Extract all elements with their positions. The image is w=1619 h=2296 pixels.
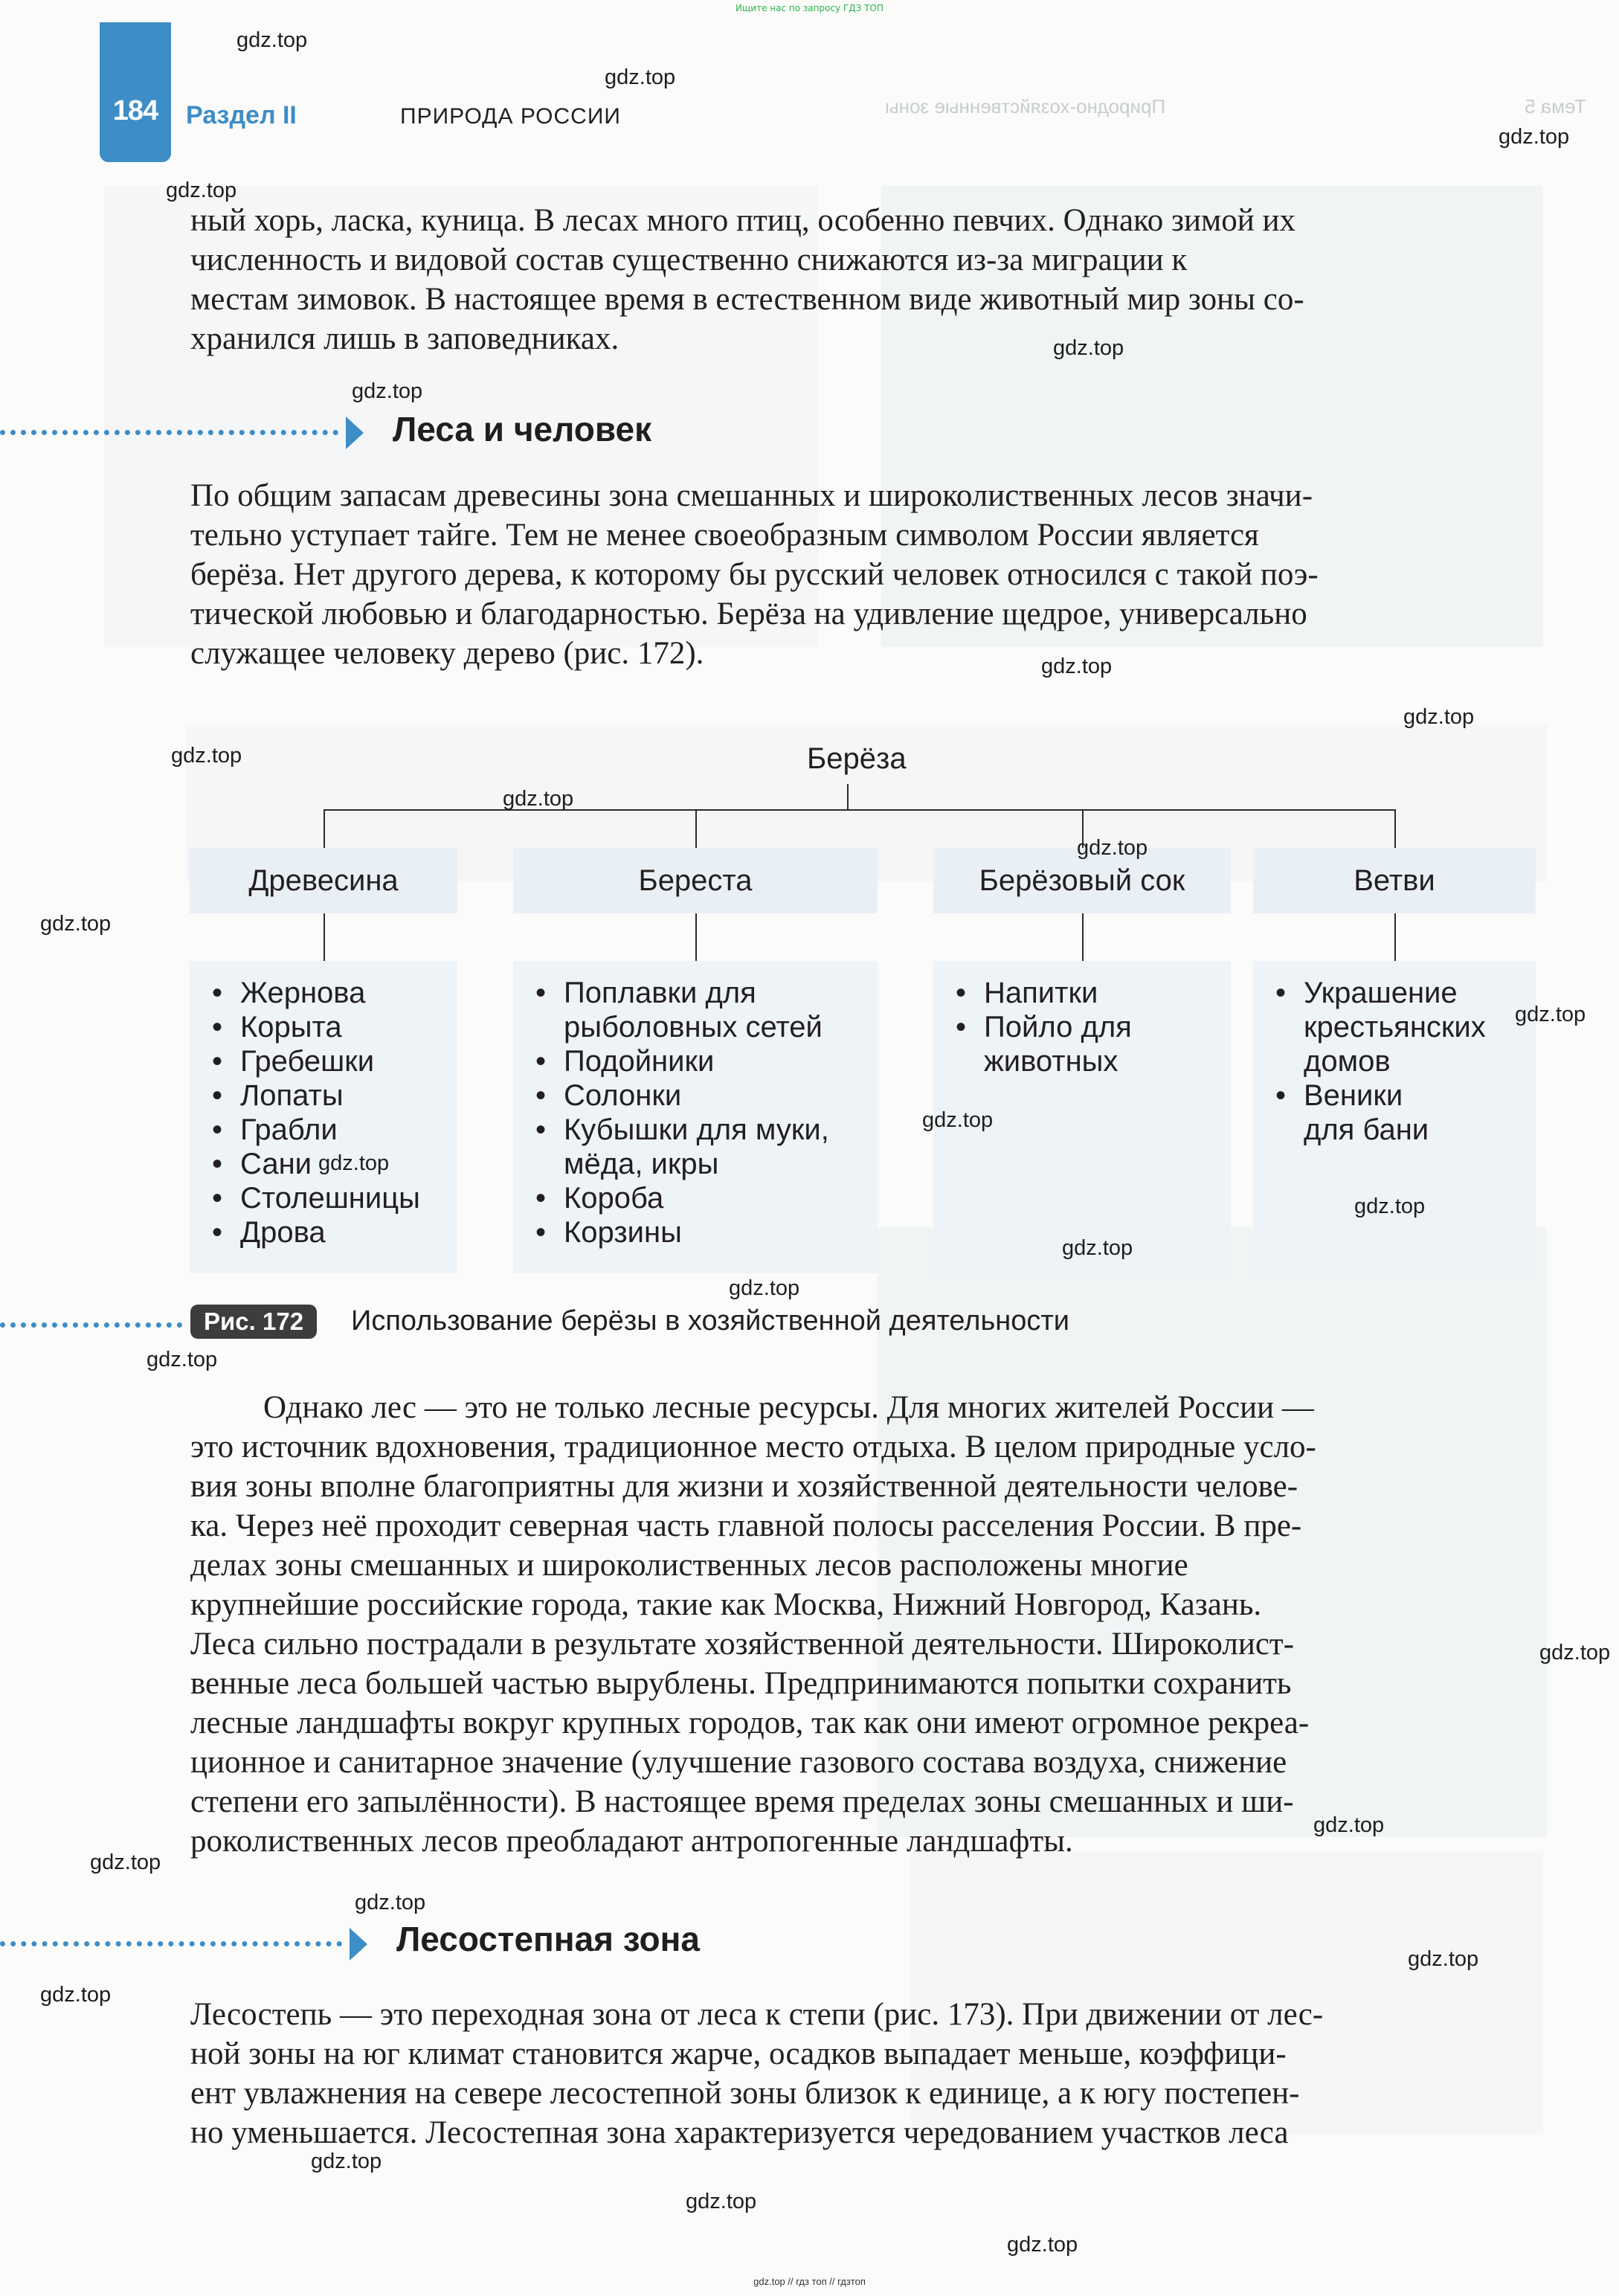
watermark: gdz.top <box>352 379 423 403</box>
connector-line <box>847 784 849 809</box>
connector-line <box>324 913 325 961</box>
list-item: • Украшение <box>1274 976 1486 1010</box>
watermark: gdz.top <box>1403 705 1475 729</box>
text-line: это источник вдохновения, традиционное место отдыха. В целом природные усло- <box>190 1430 1316 1464</box>
top-notice[interactable]: Ищите нас по запросу ГДЗ ТОП <box>736 3 883 13</box>
list-item-continuation: домов <box>1304 1045 1391 1078</box>
connector-line <box>695 913 697 961</box>
connector-line <box>324 809 1394 811</box>
watermark: gdz.top <box>166 179 237 202</box>
watermark: gdz.top <box>1515 1003 1586 1026</box>
diagram-root-label: Берёза <box>807 742 907 775</box>
list-item: • Напитки <box>954 976 1132 1010</box>
text-line: роколиственных лесов преобладают антропогенные ландшафты. <box>190 1824 1073 1859</box>
list-item: • Гребешки <box>210 1044 420 1078</box>
text-line: хранился лишь в заповедниках. <box>190 321 619 356</box>
text-line: численность и видовой состав существенно снижаются из-за миграции к <box>190 242 1188 277</box>
text-line: ционное и санитарное значение (улучшение газового состава воздуха, снижение <box>190 1745 1287 1780</box>
caption-dots <box>0 1322 182 1328</box>
watermark: gdz.top <box>1539 1641 1611 1665</box>
figure-caption: Использование берёзы в хозяйственной деятельности <box>351 1305 1070 1337</box>
list-item: • Грабли <box>210 1113 420 1147</box>
watermark: gdz.top <box>605 65 676 89</box>
intro-paragraph <box>190 201 1541 358</box>
watermark: gdz.top <box>90 1850 161 1874</box>
watermark: gdz.top <box>1007 2233 1078 2257</box>
text-line: лесные ландшафты вокруг крупных городов, так как они имеют огромное рекреа- <box>190 1705 1310 1740</box>
list-item: • Корыта <box>210 1010 420 1044</box>
category-birch-sap: Берёзовый сок <box>933 848 1231 913</box>
watermark: gdz.top <box>40 1983 112 2007</box>
watermark: gdz.top <box>729 1276 800 1300</box>
connector-line <box>1394 913 1396 961</box>
text-line: тической любовью и благодарностью. Берёза на удивление щедрое, универсально <box>190 596 1307 631</box>
watermark: gdz.top <box>1062 1236 1133 1260</box>
list-item: • Лопаты <box>210 1078 420 1113</box>
watermark: gdz.top <box>503 787 574 811</box>
list-item-continuation: для бани <box>1304 1113 1429 1146</box>
text-line: тельно уступает тайге. Тем не менее своеобразным символом России является <box>190 518 1259 553</box>
page-number: 184 <box>112 95 158 126</box>
watermark: gdz.top <box>355 1891 426 1914</box>
section-title: ПРИРОДА РОССИИ <box>400 104 621 129</box>
text-line: Лесостепь — это переходная зона от леса к степи (рис. 173). При движении от лес- <box>190 1997 1324 2032</box>
watermark: gdz.top <box>1313 1813 1385 1837</box>
watermark: gdz.top <box>147 1348 218 1372</box>
figure-tag: Рис. 172 <box>190 1305 317 1339</box>
list-branches <box>1253 961 1536 1273</box>
text-line: вия зоны вполне благоприятны для жизни и хозяйственной деятельности челове- <box>190 1469 1298 1504</box>
text-line: венные леса большей частью вырублены. Предпринимаются попытки сохранить <box>190 1666 1292 1701</box>
text-line: ный хорь, ласка, куница. В лесах много птиц, особенно певчих. Однако зимой их <box>190 203 1295 238</box>
list-wood <box>190 961 457 1273</box>
list-item-continuation: мёда, икры <box>564 1148 719 1180</box>
heading-dots <box>0 430 338 435</box>
text-line: берёза. Нет другого дерева, к которому бы русский человек относился с такой поэ- <box>190 557 1319 592</box>
page-number-tab <box>100 22 171 162</box>
watermark: gdz.top <box>1354 1194 1426 1218</box>
text-line: ент увлажнения на севере лесостепной зоны близок к единице, а к югу постепен- <box>190 2076 1300 2111</box>
list-item: • Солонки <box>534 1078 829 1113</box>
list-item: • Короба <box>534 1181 829 1215</box>
watermark: gdz.top <box>922 1108 994 1132</box>
text-line: крупнейшие российские города, такие как Москва, Нижний Новгород, Казань. <box>190 1587 1262 1622</box>
text-line: делах зоны смешанных и широколиственных лесов расположены многие <box>190 1548 1188 1583</box>
connector-line <box>1394 809 1396 848</box>
list-item: • Дрова <box>210 1215 420 1250</box>
watermark: gdz.top <box>1408 1947 1479 1971</box>
text-line: Леса сильно пострадали в результате хозяйственной деятельности. Широколист- <box>190 1627 1295 1662</box>
section-label: Раздел II <box>186 101 297 129</box>
watermark: gdz.top <box>311 2149 382 2173</box>
heading-forests-and-man: Леса и человек <box>393 410 652 448</box>
list-item: • Столешницы <box>210 1181 420 1215</box>
watermark: gdz.top <box>171 744 242 768</box>
text-line: Однако лес — это не только лесные ресурсы. Для многих жителей России — <box>263 1390 1314 1425</box>
text-line: ка. Через неё проходит северная часть главной полосы расселения России. В пре- <box>190 1508 1302 1543</box>
list-item-continuation: крестьянских <box>1304 1011 1486 1044</box>
mirrored-header-title: Природно-хозяйственные зоны <box>885 95 1166 118</box>
list-item: • Веники <box>1274 1078 1486 1113</box>
paragraph-forest-recreation <box>190 1388 1541 1861</box>
text-line: но уменьшается. Лесостепная зона характеризуется чередованием участков леса <box>190 2115 1289 2150</box>
paragraph-forests-and-man <box>190 476 1541 673</box>
connector-line <box>324 809 325 848</box>
text-line: служащее человеку дерево (рис. 172). <box>190 636 704 671</box>
watermark: gdz.top <box>686 2190 757 2213</box>
category-wood: Древесина <box>190 848 457 913</box>
watermark: gdz.top <box>40 912 112 936</box>
mirrored-header-chapter: Тема 5 <box>1525 95 1586 118</box>
paragraph-forest-steppe <box>190 1995 1541 2152</box>
text-line: ной зоны на юг климат становится жарче, осадков выпадает меньше, коэффици- <box>190 2036 1287 2071</box>
category-birch-bark: Береста <box>513 848 878 913</box>
list-birch-bark <box>513 961 878 1273</box>
text-line: местам зимовок. В настоящее время в естественном виде животный мир зоны со- <box>190 282 1304 317</box>
connector-line <box>695 809 697 848</box>
watermark: gdz.top <box>1077 836 1148 860</box>
list-item-continuation: животных <box>984 1045 1119 1078</box>
list-item: • Сани <box>210 1147 420 1181</box>
heading-arrow-icon <box>346 417 364 449</box>
list-item: • Кубышки для муки, <box>534 1113 829 1147</box>
list-item: • Пойло для <box>954 1010 1132 1044</box>
list-item: • Поплавки для <box>534 976 829 1010</box>
heading-dots <box>0 1941 342 1946</box>
text-line: степени его запылённости). В настоящее время пределах зоны смешанных и ши- <box>190 1784 1294 1819</box>
list-item-continuation: рыболовных сетей <box>564 1011 823 1044</box>
watermark: gdz.top <box>236 28 308 52</box>
connector-line <box>1082 913 1084 961</box>
watermark: gdz.top <box>318 1151 390 1175</box>
bottom-note: gdz.top // гдз топ // гдзтоп <box>753 2276 866 2287</box>
list-item: • Корзины <box>534 1215 829 1250</box>
heading-forest-steppe: Лесостепная зона <box>396 1920 700 1958</box>
heading-arrow-icon <box>350 1928 367 1961</box>
list-item: • Подойники <box>534 1044 829 1078</box>
watermark: gdz.top <box>1041 655 1113 678</box>
text-line: По общим запасам древесины зона смешанных и широколиственных лесов значи- <box>190 478 1313 513</box>
list-item: • Жернова <box>210 976 420 1010</box>
watermark: gdz.top <box>1053 336 1124 360</box>
category-branches: Ветви <box>1253 848 1536 913</box>
watermark: gdz.top <box>1499 125 1570 149</box>
